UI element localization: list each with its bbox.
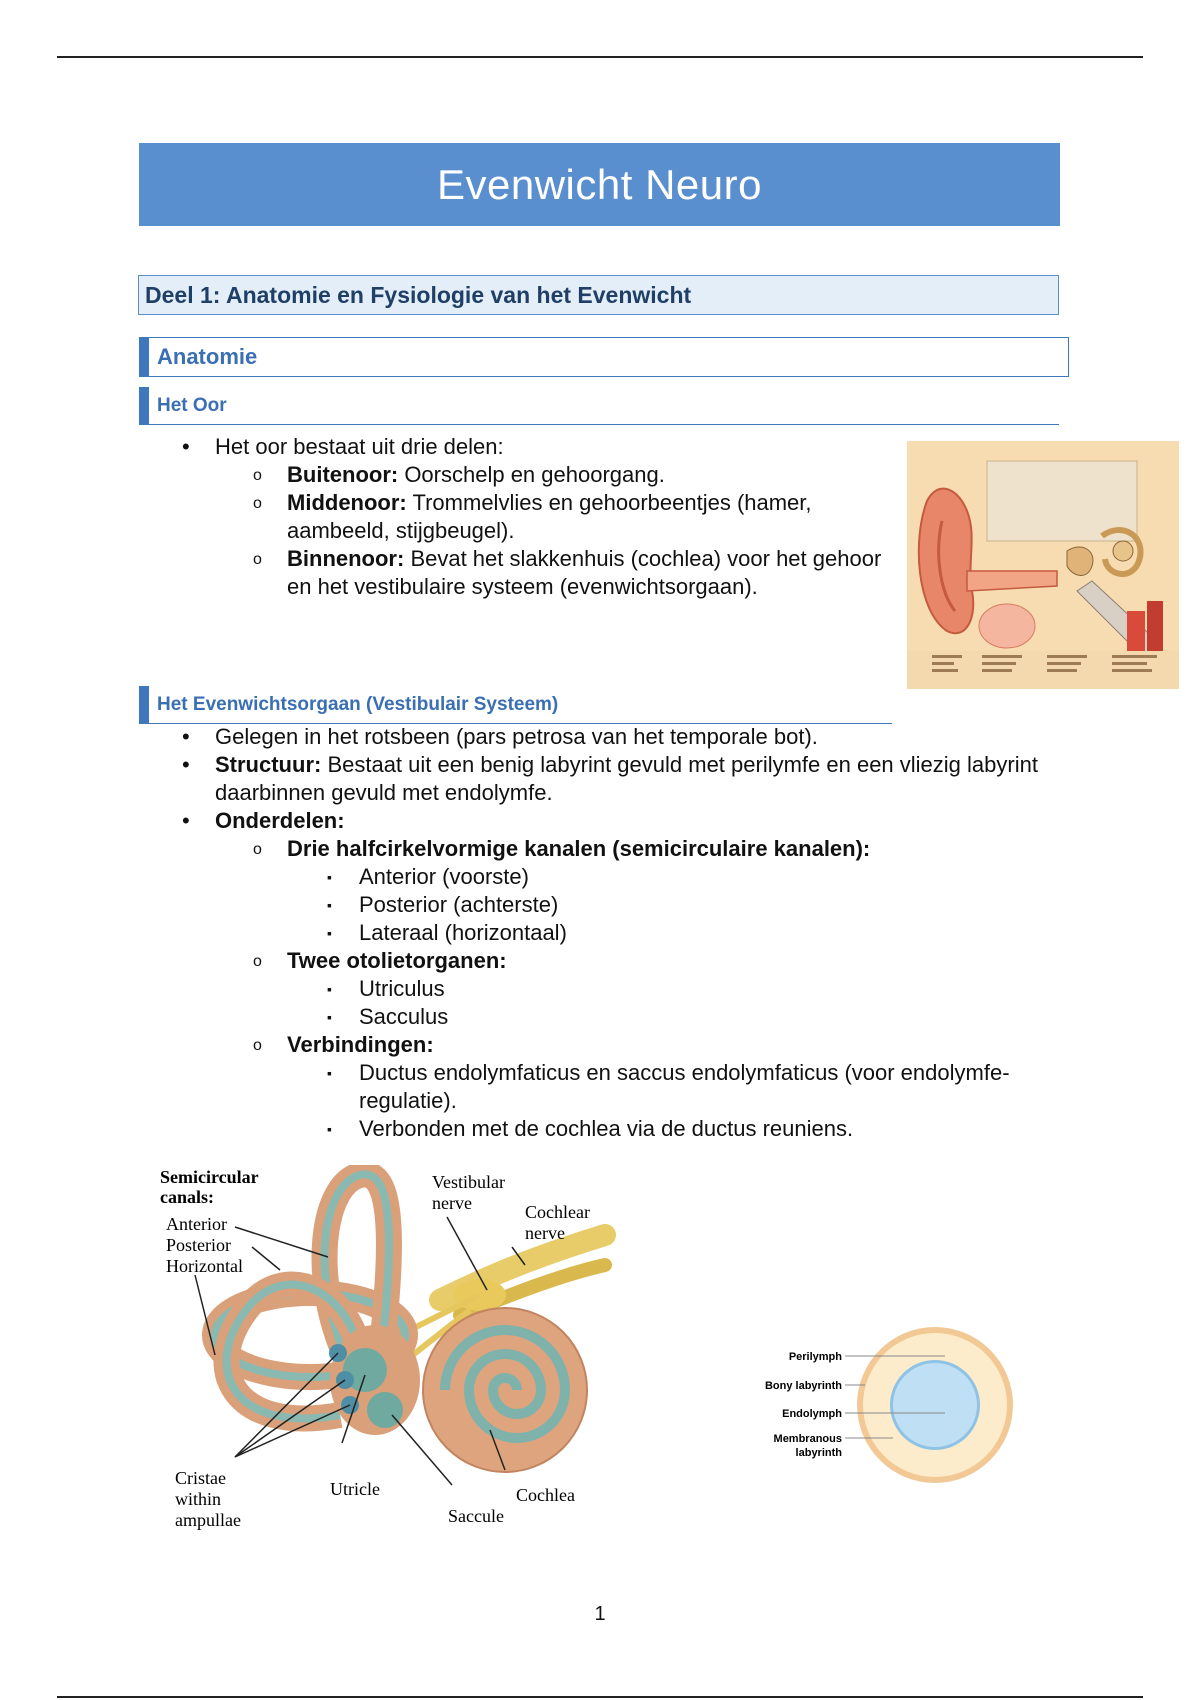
bullet: ▪ bbox=[327, 925, 332, 941]
labyrinth-cross-section bbox=[745, 1325, 1035, 1490]
bullet: o bbox=[253, 953, 262, 970]
label-membranous-labyrinth: labyrinth bbox=[795, 1447, 842, 1459]
label-anterior: Anterior bbox=[166, 1214, 227, 1234]
list-item bbox=[253, 835, 1075, 947]
page-number: 1 bbox=[594, 1603, 606, 1625]
label-endolymph: Endolymph bbox=[782, 1408, 842, 1420]
label-utricle: Utricle bbox=[330, 1479, 380, 1499]
item-label: Twee otolietorganen: bbox=[287, 948, 507, 973]
bullet: ▪ bbox=[327, 1121, 332, 1137]
item-label: Buitenoor: bbox=[287, 462, 399, 487]
label-perilymph: Perilymph bbox=[788, 1351, 842, 1363]
section-heading-anatomie: Anatomie bbox=[139, 337, 1069, 377]
bullet: o bbox=[253, 1037, 262, 1054]
item-text: Sacculus bbox=[359, 1004, 449, 1029]
vestibular-list bbox=[182, 723, 1075, 1143]
ear-intro-text: Het oor bestaat uit drie delen: bbox=[215, 434, 504, 459]
list-item bbox=[327, 863, 1075, 891]
ear-anatomy-image bbox=[907, 441, 1179, 689]
item-label: Binnenoor: bbox=[287, 546, 405, 571]
label-horizontal: Horizontal bbox=[166, 1256, 243, 1276]
label-vestibular-nerve: nerve bbox=[432, 1193, 472, 1213]
bullet: ▪ bbox=[327, 981, 332, 997]
item-label: Middenoor: bbox=[287, 490, 407, 515]
bullet: • bbox=[182, 808, 190, 833]
label-within: within bbox=[175, 1489, 222, 1509]
item-text: Bevat het slakkenhuis (cochlea) voor het gehoor en het vestibulaire systeem (evenwichtsorgaan). bbox=[287, 546, 882, 599]
item-text: Trommelvlies en gehoorbeentjes (hamer, aambeeld, stijgbeugel). bbox=[287, 490, 812, 543]
item-text: Oorschelp en gehoorgang. bbox=[398, 462, 665, 487]
list-item bbox=[327, 919, 1075, 947]
list-item bbox=[253, 489, 895, 545]
part-heading: Deel 1: Anatomie en Fysiologie van het Evenwicht bbox=[138, 275, 1059, 315]
subheading-evenwichtsorgaan: Het Evenwichtsorgaan (Vestibulair Systeem) bbox=[139, 686, 892, 724]
inner-ear-diagram bbox=[160, 1165, 620, 1545]
bullet: ▪ bbox=[327, 869, 332, 885]
label-bony-labyrinth: Bony labyrinth bbox=[764, 1380, 842, 1392]
list-item bbox=[327, 1003, 1075, 1031]
list-item bbox=[253, 947, 1075, 1031]
item-label: Onderdelen: bbox=[215, 808, 345, 833]
bottom-rule bbox=[57, 1696, 1143, 1698]
item-text: Ductus endolymfaticus en saccus endolymfaticus (voor endolymfe-regulatie). bbox=[359, 1060, 1010, 1113]
list-item bbox=[253, 1031, 1075, 1143]
label-canals: canals: bbox=[160, 1187, 214, 1207]
list-item bbox=[182, 807, 1075, 1143]
list-item bbox=[253, 545, 895, 601]
item-text: Lateraal (horizontaal) bbox=[359, 920, 567, 945]
subheading-het-oor: Het Oor bbox=[139, 387, 1059, 425]
bullet: ▪ bbox=[327, 1065, 332, 1081]
label-cochlear: Cochlear bbox=[525, 1202, 590, 1222]
list-item bbox=[182, 723, 1075, 751]
item-label: Structuur: bbox=[215, 752, 322, 777]
list-item bbox=[182, 433, 895, 601]
ear-parts-list bbox=[182, 433, 895, 601]
top-rule bbox=[57, 56, 1143, 58]
bullet: o bbox=[253, 467, 262, 484]
item-label: Verbindingen: bbox=[287, 1032, 434, 1057]
label-ampullae: ampullae bbox=[175, 1510, 241, 1530]
bullet: ▪ bbox=[327, 1009, 332, 1025]
label-cochlea: Cochlea bbox=[516, 1485, 575, 1505]
label-vestibular: Vestibular bbox=[432, 1172, 505, 1192]
item-label: Drie halfcirkelvormige kanalen (semicirculaire kanalen): bbox=[287, 836, 871, 861]
label-membranous: Membranous bbox=[773, 1433, 842, 1445]
bullet: • bbox=[182, 724, 190, 749]
label-posterior: Posterior bbox=[166, 1235, 231, 1255]
list-item bbox=[327, 975, 1075, 1003]
label-cochlear-nerve: nerve bbox=[525, 1223, 565, 1243]
list-item bbox=[327, 1059, 1075, 1115]
list-item bbox=[253, 461, 895, 489]
bullet: • bbox=[182, 434, 190, 459]
item-text: Verbonden met de cochlea via de ductus reuniens. bbox=[359, 1116, 854, 1141]
list-item bbox=[327, 1115, 1075, 1143]
item-text: Utriculus bbox=[359, 976, 445, 1001]
label-cristae: Cristae bbox=[175, 1468, 226, 1488]
label-semicircular: Semicircular bbox=[160, 1167, 259, 1187]
label-saccule: Saccule bbox=[448, 1506, 504, 1526]
bullet: o bbox=[253, 551, 262, 568]
item-text: Bestaat uit een benig labyrint gevuld met perilymfe en een vliezig labyrint daarbinnen gevuld met endolymfe. bbox=[215, 752, 1038, 805]
list-item bbox=[182, 751, 1075, 807]
item-text: Posterior (achterste) bbox=[359, 892, 559, 917]
list-item bbox=[327, 891, 1075, 919]
bullet: • bbox=[182, 752, 190, 777]
document-title: Evenwicht Neuro bbox=[139, 143, 1060, 226]
bullet: o bbox=[253, 841, 262, 858]
location-text: Gelegen in het rotsbeen (pars petrosa van het temporale bot). bbox=[215, 724, 818, 749]
bullet: ▪ bbox=[327, 897, 332, 913]
item-text: Anterior (voorste) bbox=[359, 864, 529, 889]
bullet: o bbox=[253, 495, 262, 512]
